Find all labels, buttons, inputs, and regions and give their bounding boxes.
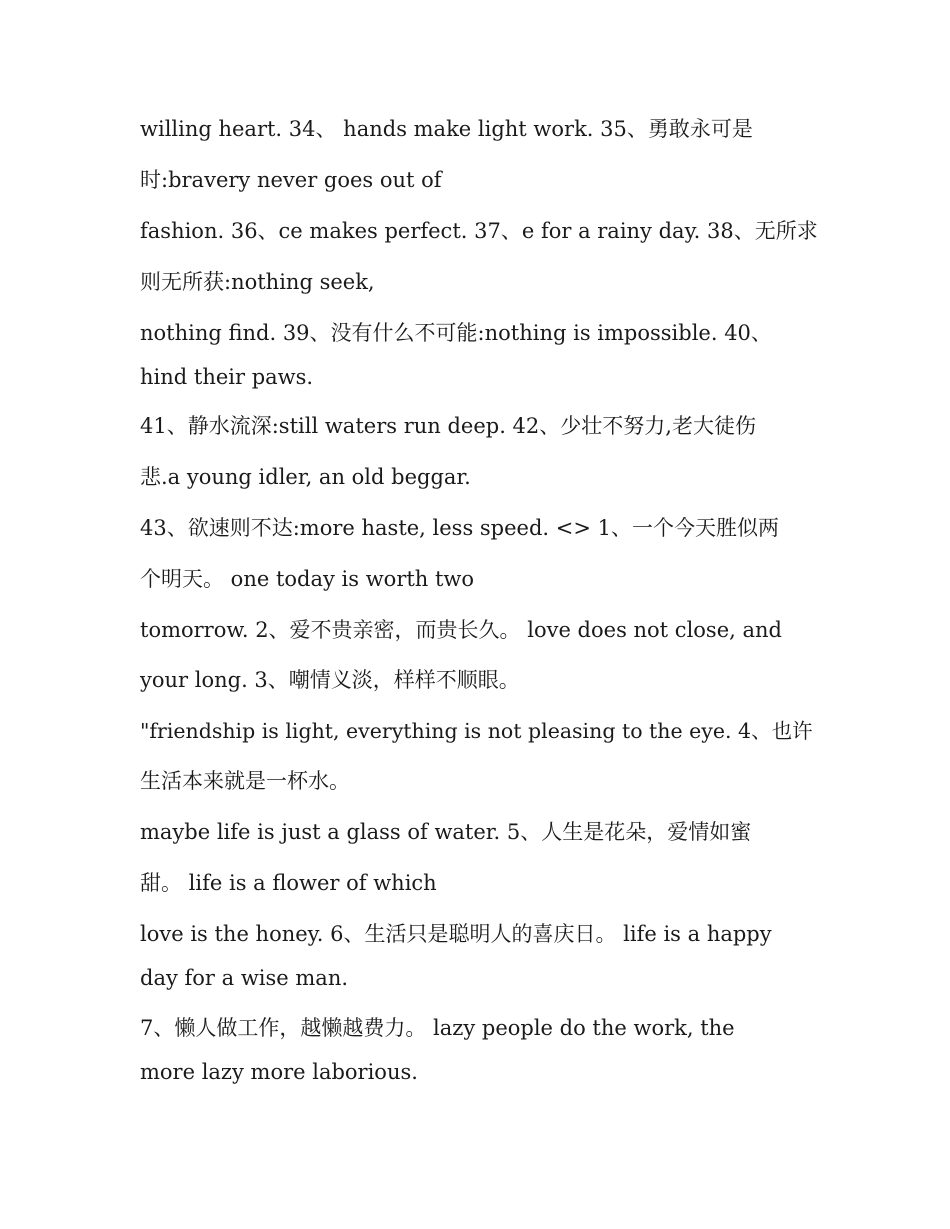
text-line: hind their paws. — [140, 365, 314, 389]
text-line: 生活本来就是一杯水。 — [140, 769, 350, 793]
text-line: 41、静水流深:still waters run deep. 42、少壮不努力,老大徒伤 — [140, 414, 756, 438]
text-line: more lazy more laborious. — [140, 1060, 418, 1084]
text-line: nothing find. 39、没有什么不可能:nothing is impossible. 40、 — [140, 321, 772, 345]
text-line: 7、懒人做工作，越懒越费力。 lazy people do the work, the — [140, 1016, 735, 1040]
text-line: 个明天。 one today is worth two — [140, 567, 475, 591]
text-line: your long. 3、嘲情义淡，样样不顺眼。 — [140, 668, 520, 692]
text-line: 则无所获:nothing seek, — [140, 270, 375, 294]
text-line: tomorrow. 2、爱不贵亲密，而贵长久。 love does not close, and — [140, 618, 782, 642]
text-line: 时:bravery never goes out of — [140, 168, 442, 192]
text-line: 悲.a young idler, an old beggar. — [140, 465, 471, 489]
text-line: 43、欲速则不达:more haste, less speed. <> 1、一个今天胜似两 — [140, 516, 780, 540]
text-line: fashion. 36、ce makes perfect. 37、e for a rainy day. 38、无所求 — [140, 219, 818, 243]
text-line: love is the honey. 6、生活只是聪明人的喜庆日。 life is a happy — [140, 922, 772, 946]
text-line: willing heart. 34、 hands make light work. 35、勇敢永可是 — [140, 117, 753, 141]
text-line: day for a wise man. — [140, 966, 349, 990]
text-line: "friendship is light, everything is not pleasing to the eye. 4、也许 — [140, 719, 813, 743]
text-line: maybe life is just a glass of water. 5、人生是花朵，爱情如蜜 — [140, 820, 752, 844]
text-line: 甜。 life is a flower of which — [140, 871, 437, 895]
